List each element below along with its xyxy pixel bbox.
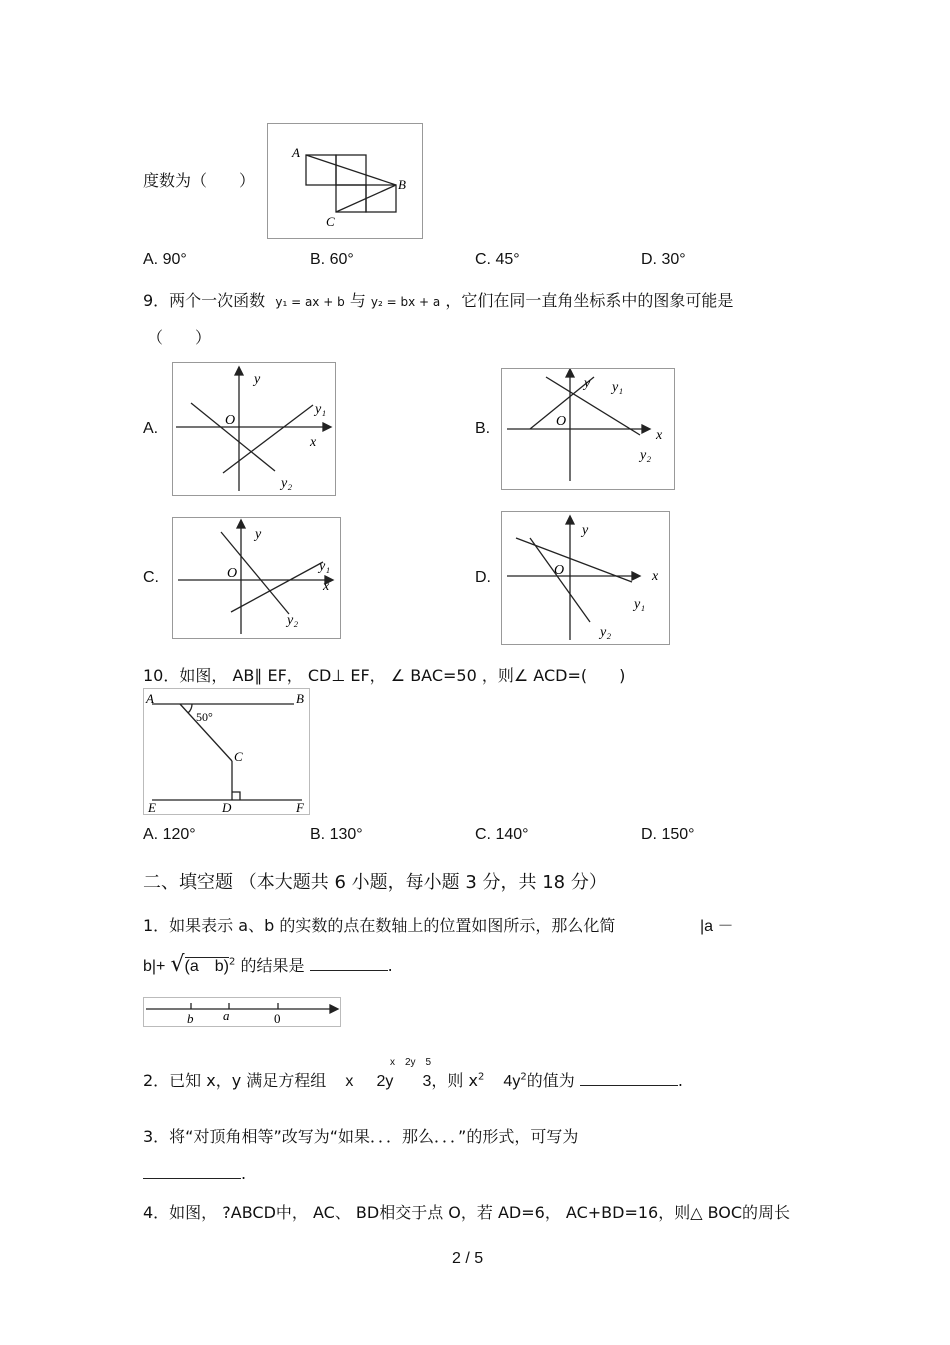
answer-blank[interactable] [143, 1160, 241, 1179]
answer-blank[interactable] [580, 1085, 678, 1086]
q9-graph-c[interactable] [172, 517, 341, 639]
q10-option-a[interactable]: A. 120° [143, 826, 196, 843]
sqrt-sign: √ [170, 952, 185, 977]
point-label-c: C [326, 214, 335, 229]
page-number: 2 / 5 [452, 1250, 484, 1267]
q8-option-a[interactable]: A. 90° [143, 251, 187, 268]
q10-option-d[interactable]: D. 150° [641, 826, 695, 843]
line-label-y2: y₂ [600, 625, 612, 640]
q10-stem: 10．如图， AB∥ EF， CD⊥ EF， ∠ BAC=50 ，则∠ ACD=( ) [143, 666, 626, 685]
f1-line2: b|+ √(a b)$^2$ 的结果是 . [143, 952, 393, 977]
q9-paren: （ ） [147, 328, 212, 347]
q10-figure [143, 688, 310, 815]
q9-graph-d[interactable] [501, 511, 670, 645]
f2-line: 2．已知 x，y 满足方程组 x 2y 3，则 $x^2$ $4y^2$的值为 . [143, 1071, 683, 1090]
q10-figure-drawing [144, 689, 309, 814]
axis-label-y: y [254, 372, 261, 387]
q8-prompt: 度数为（ ） [143, 171, 256, 190]
line-label-y1: y₁ [634, 597, 646, 612]
q9-graph-b[interactable] [501, 368, 675, 490]
section-title: 二、填空题 （本大题共 6 小题，每小题 3 分，共 18 分） [143, 872, 607, 893]
q8-figure [267, 123, 423, 239]
q8-option-d[interactable]: D. 30° [641, 251, 686, 268]
tick-label-a: a [223, 1008, 230, 1023]
origin-label: O [554, 563, 565, 578]
origin-label: O [227, 566, 238, 581]
f4-line: 4．如图， ?ABCD中， AC、 BD相交于点 O，若 AD=6， AC+BD=16，则△ BOC的周长 [143, 1203, 791, 1222]
point-label-e: E [148, 800, 156, 814]
f1-line1: 1．如果表示 a、b 的实数的点在数轴上的位置如图所示，那么化简 [143, 916, 616, 935]
axis-label-x: x [310, 435, 317, 450]
tick-label-b: b [187, 1011, 194, 1026]
number-line-drawing [143, 997, 341, 1027]
q9-option-c-label[interactable]: C. [143, 569, 159, 586]
point-label-c: C [234, 749, 243, 764]
q9-func2: y₂ = bx + a [370, 295, 441, 309]
q8-option-b[interactable]: B. 60° [310, 251, 354, 268]
q9-graph-d-drawing [502, 512, 669, 644]
q9-option-d-label[interactable]: D. [475, 569, 491, 586]
number-line [143, 997, 339, 1025]
line-label-y2: y₂ [640, 448, 652, 463]
q8-figure-drawing [268, 124, 422, 238]
line-label-y1: y₁ [315, 402, 327, 417]
f3-blank-line: . [143, 1160, 246, 1183]
axis-label-x: x [656, 428, 663, 443]
axis-label-x: x [652, 569, 659, 584]
q8-option-c[interactable]: C. 45° [475, 251, 520, 268]
origin-label: O [225, 413, 236, 428]
point-label-a: A [146, 691, 154, 706]
axis-label-y: y [255, 527, 262, 542]
point-label-b: B [296, 691, 304, 706]
line-label-y2: y₂ [287, 613, 299, 628]
f3-line1: 3．将“对顶角相等”改写为“如果．．．那么．．．”的形式，可写为 [143, 1127, 579, 1146]
angle-label: 50° [196, 710, 213, 724]
point-label-f: F [296, 800, 304, 814]
line-label-y2: y₂ [281, 476, 293, 491]
line-label-y1: y₁ [612, 380, 624, 395]
point-label-a: A [292, 145, 300, 160]
q10-option-c[interactable]: C. 140° [475, 826, 529, 843]
q9-func1: y₁ = ax + b [275, 295, 345, 309]
q10-option-b[interactable]: B. 130° [310, 826, 363, 843]
line-label-y1: y₁ [319, 559, 331, 574]
f2-system-top: x 2y 5 [390, 1057, 432, 1068]
q9-option-a-label[interactable]: A. [143, 420, 159, 437]
axis-label-x: x [323, 579, 330, 594]
f1-abs-start: |a － [700, 918, 734, 935]
q9-graph-c-drawing [173, 518, 340, 638]
point-label-b: B [398, 177, 406, 192]
tick-label-zero: 0 [274, 1011, 281, 1026]
radicand: (a b) [184, 958, 229, 975]
q9-graph-b-drawing [502, 369, 674, 489]
point-label-d: D [222, 800, 232, 814]
origin-label: O [556, 414, 567, 429]
axis-label-y: y [582, 523, 589, 538]
answer-blank[interactable] [310, 970, 388, 971]
q9-option-b-label[interactable]: B. [475, 420, 491, 437]
q9-graph-a[interactable] [172, 362, 336, 496]
q9-stem: 9．两个一次函数 y₁ = ax + b 与 y₂ = bx + a ，它们在同一直角坐标系中的图象可能是 [143, 291, 734, 310]
axis-label-y: y [584, 376, 591, 391]
q9-graph-a-drawing [173, 363, 335, 495]
